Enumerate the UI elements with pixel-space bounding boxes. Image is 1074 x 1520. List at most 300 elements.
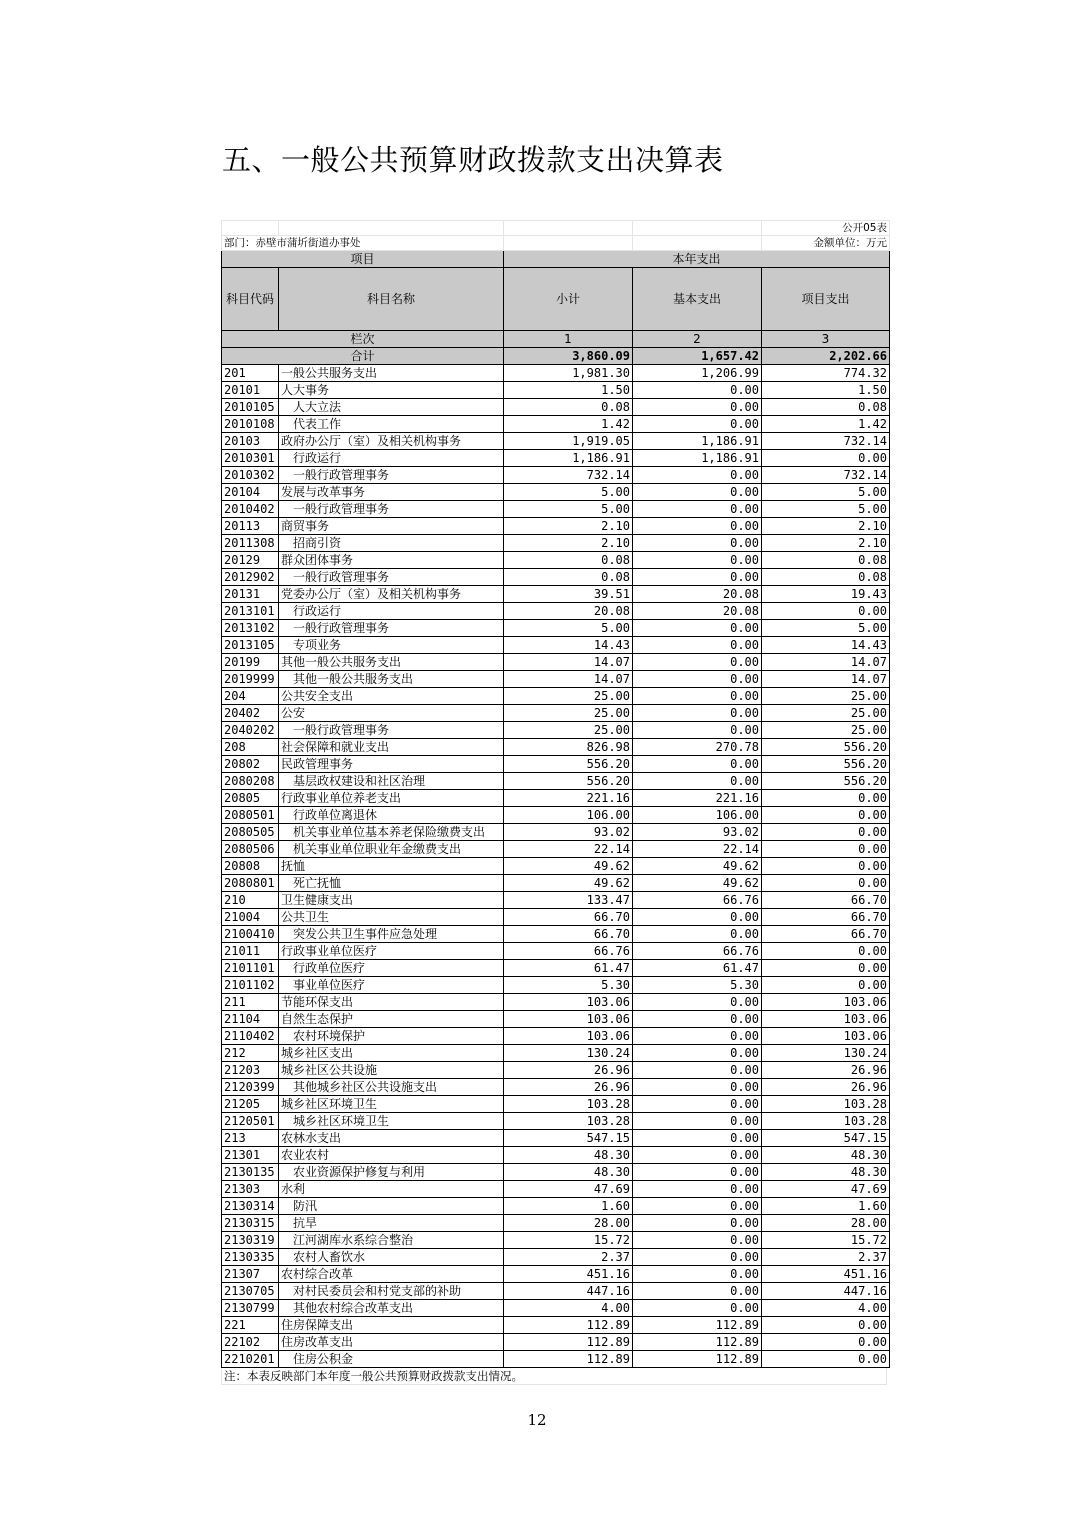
row-basic: 0.00 [633, 688, 762, 705]
row-project: 48.30 [762, 1147, 890, 1164]
page-title: 五、一般公共预算财政拨款支出决算表 [222, 143, 724, 177]
row-basic: 0.00 [633, 1249, 762, 1266]
row-basic: 1,186.91 [633, 450, 762, 467]
row-project: 66.70 [762, 926, 890, 943]
table-row [222, 1215, 890, 1232]
table-row [222, 705, 890, 722]
row-name: 代表工作 [279, 416, 504, 433]
row-code: 20129 [222, 552, 279, 569]
row-basic: 0.00 [633, 1181, 762, 1198]
table-row [222, 1113, 890, 1130]
row-basic: 0.00 [633, 1266, 762, 1283]
row-basic: 0.00 [633, 1215, 762, 1232]
row-name: 城乡社区支出 [279, 1045, 504, 1062]
row-name: 机关事业单位基本养老保险缴费支出 [279, 824, 504, 841]
table-row [222, 875, 890, 892]
row-subtotal: 0.08 [504, 552, 633, 569]
row-project: 25.00 [762, 688, 890, 705]
row-code: 2010301 [222, 450, 279, 467]
table-row [222, 382, 890, 399]
row-basic: 0.00 [633, 1232, 762, 1249]
row-basic: 0.00 [633, 1147, 762, 1164]
table-row [222, 977, 890, 994]
row-basic: 0.00 [633, 416, 762, 433]
header-subtotal: 小计 [504, 268, 633, 331]
row-project: 2.10 [762, 518, 890, 535]
row-subtotal: 732.14 [504, 467, 633, 484]
row-project: 1.42 [762, 416, 890, 433]
header-name: 科目名称 [279, 268, 504, 331]
row-code: 2101102 [222, 977, 279, 994]
row-subtotal: 26.96 [504, 1079, 633, 1096]
row-code: 2010302 [222, 467, 279, 484]
table-row [222, 960, 890, 977]
row-code: 213 [222, 1130, 279, 1147]
row-name: 抚恤 [279, 858, 504, 875]
row-basic: 0.00 [633, 484, 762, 501]
row-subtotal: 451.16 [504, 1266, 633, 1283]
row-code: 2100410 [222, 926, 279, 943]
row-project: 774.32 [762, 365, 890, 382]
row-subtotal: 1.50 [504, 382, 633, 399]
row-project: 0.00 [762, 603, 890, 620]
row-name: 发展与改革事务 [279, 484, 504, 501]
row-name: 行政运行 [279, 450, 504, 467]
row-name: 政府办公厅（室）及相关机构事务 [279, 433, 504, 450]
table-row [222, 365, 890, 382]
row-basic: 22.14 [633, 841, 762, 858]
row-project: 556.20 [762, 773, 890, 790]
row-subtotal: 1,981.30 [504, 365, 633, 382]
row-code: 2010108 [222, 416, 279, 433]
row-project: 556.20 [762, 739, 890, 756]
row-code: 2080801 [222, 875, 279, 892]
row-code: 20805 [222, 790, 279, 807]
row-subtotal: 556.20 [504, 756, 633, 773]
row-code: 2120399 [222, 1079, 279, 1096]
row-code: 22102 [222, 1334, 279, 1351]
row-subtotal: 25.00 [504, 722, 633, 739]
row-code: 2010105 [222, 399, 279, 416]
row-basic: 0.00 [633, 1028, 762, 1045]
row-project: 556.20 [762, 756, 890, 773]
column-index-3: 3 [762, 331, 890, 348]
row-basic: 66.76 [633, 892, 762, 909]
row-code: 2019999 [222, 671, 279, 688]
table-row [222, 1317, 890, 1334]
row-code: 201 [222, 365, 279, 382]
row-name: 专项业务 [279, 637, 504, 654]
row-project: 4.00 [762, 1300, 890, 1317]
row-project: 1.60 [762, 1198, 890, 1215]
table-note: 注：本表反映部门本年度一般公共预算财政拨款支出情况。 [221, 1368, 887, 1385]
row-project: 0.08 [762, 569, 890, 586]
row-subtotal: 25.00 [504, 705, 633, 722]
row-name: 死亡抚恤 [279, 875, 504, 892]
row-code: 2012902 [222, 569, 279, 586]
row-subtotal: 2.10 [504, 535, 633, 552]
row-name: 江河湖库水系综合整治 [279, 1232, 504, 1249]
table-row [222, 637, 890, 654]
row-code: 2110402 [222, 1028, 279, 1045]
row-project: 47.69 [762, 1181, 890, 1198]
row-name: 农村环境保护 [279, 1028, 504, 1045]
row-name: 民政管理事务 [279, 756, 504, 773]
row-code: 211 [222, 994, 279, 1011]
row-basic: 0.00 [633, 1283, 762, 1300]
row-name: 公安 [279, 705, 504, 722]
row-code: 2210201 [222, 1351, 279, 1368]
row-name: 其他城乡社区公共设施支出 [279, 1079, 504, 1096]
row-basic: 1,186.91 [633, 433, 762, 450]
row-project: 0.00 [762, 1317, 890, 1334]
row-project: 732.14 [762, 433, 890, 450]
row-subtotal: 48.30 [504, 1164, 633, 1181]
row-code: 2013105 [222, 637, 279, 654]
row-code: 21011 [222, 943, 279, 960]
row-basic: 0.00 [633, 569, 762, 586]
row-code: 20113 [222, 518, 279, 535]
row-code: 21203 [222, 1062, 279, 1079]
row-name: 行政事业单位养老支出 [279, 790, 504, 807]
row-name: 人大事务 [279, 382, 504, 399]
row-subtotal: 103.28 [504, 1096, 633, 1113]
row-project: 5.00 [762, 501, 890, 518]
row-code: 20103 [222, 433, 279, 450]
row-code: 21104 [222, 1011, 279, 1028]
row-code: 212 [222, 1045, 279, 1062]
row-subtotal: 49.62 [504, 858, 633, 875]
row-project: 103.28 [762, 1113, 890, 1130]
total-basic: 1,657.42 [633, 348, 762, 365]
table-row [222, 807, 890, 824]
row-subtotal: 49.62 [504, 875, 633, 892]
table-row [222, 1198, 890, 1215]
row-basic: 0.00 [633, 637, 762, 654]
row-subtotal: 39.51 [504, 586, 633, 603]
row-basic: 0.00 [633, 1062, 762, 1079]
row-basic: 20.08 [633, 603, 762, 620]
row-project: 1.50 [762, 382, 890, 399]
row-basic: 0.00 [633, 552, 762, 569]
row-code: 21301 [222, 1147, 279, 1164]
row-project: 103.28 [762, 1096, 890, 1113]
column-index-2: 2 [633, 331, 762, 348]
row-name: 一般行政管理事务 [279, 467, 504, 484]
row-subtotal: 5.00 [504, 484, 633, 501]
table-row [222, 535, 890, 552]
row-code: 2080208 [222, 773, 279, 790]
table-row [222, 739, 890, 756]
row-name: 自然生态保护 [279, 1011, 504, 1028]
row-subtotal: 5.30 [504, 977, 633, 994]
row-basic: 0.00 [633, 535, 762, 552]
row-name: 社会保障和就业支出 [279, 739, 504, 756]
row-name: 一般行政管理事务 [279, 501, 504, 518]
row-project: 547.15 [762, 1130, 890, 1147]
row-name: 一般行政管理事务 [279, 620, 504, 637]
row-basic: 0.00 [633, 1198, 762, 1215]
row-project: 15.72 [762, 1232, 890, 1249]
table-row [222, 773, 890, 790]
header-project-exp: 项目支出 [762, 268, 890, 331]
row-subtotal: 133.47 [504, 892, 633, 909]
table-row [222, 994, 890, 1011]
row-subtotal: 15.72 [504, 1232, 633, 1249]
table-row [222, 756, 890, 773]
row-subtotal: 66.76 [504, 943, 633, 960]
row-code: 2130314 [222, 1198, 279, 1215]
table-row [222, 1062, 890, 1079]
row-subtotal: 103.28 [504, 1113, 633, 1130]
row-subtotal: 0.08 [504, 399, 633, 416]
row-project: 66.70 [762, 909, 890, 926]
row-name: 基层政权建设和社区治理 [279, 773, 504, 790]
table-row [222, 1232, 890, 1249]
row-basic: 0.00 [633, 382, 762, 399]
row-basic: 0.00 [633, 518, 762, 535]
table-row [222, 416, 890, 433]
row-subtotal: 112.89 [504, 1334, 633, 1351]
row-project: 2.10 [762, 535, 890, 552]
row-name: 城乡社区公共设施 [279, 1062, 504, 1079]
department-label: 部门：赤壁市蒲圻街道办事处 [222, 236, 504, 251]
row-basic: 66.76 [633, 943, 762, 960]
table-row [222, 1045, 890, 1062]
table-row [222, 1283, 890, 1300]
table-row [222, 1300, 890, 1317]
row-project: 19.43 [762, 586, 890, 603]
row-subtotal: 1.42 [504, 416, 633, 433]
row-project: 0.00 [762, 943, 890, 960]
table-row [222, 586, 890, 603]
row-subtotal: 5.00 [504, 501, 633, 518]
table-row [222, 943, 890, 960]
row-code: 20402 [222, 705, 279, 722]
total-row [222, 348, 890, 365]
row-name: 商贸事务 [279, 518, 504, 535]
table-row [222, 467, 890, 484]
row-name: 农业农村 [279, 1147, 504, 1164]
row-project: 0.00 [762, 824, 890, 841]
table-row [222, 1079, 890, 1096]
row-name: 抗旱 [279, 1215, 504, 1232]
row-project: 130.24 [762, 1045, 890, 1062]
row-code: 2080501 [222, 807, 279, 824]
row-name: 卫生健康支出 [279, 892, 504, 909]
row-subtotal: 1,186.91 [504, 450, 633, 467]
row-subtotal: 447.16 [504, 1283, 633, 1300]
row-basic: 49.62 [633, 875, 762, 892]
row-code: 2130705 [222, 1283, 279, 1300]
table-row [222, 824, 890, 841]
row-name: 其他一般公共服务支出 [279, 654, 504, 671]
row-name: 水利 [279, 1181, 504, 1198]
table-row [222, 501, 890, 518]
row-code: 2130335 [222, 1249, 279, 1266]
row-name: 群众团体事务 [279, 552, 504, 569]
table-row [222, 518, 890, 535]
header-basic: 基本支出 [633, 268, 762, 331]
row-code: 2011308 [222, 535, 279, 552]
row-basic: 0.00 [633, 705, 762, 722]
row-project: 66.70 [762, 892, 890, 909]
row-project: 14.43 [762, 637, 890, 654]
row-project: 26.96 [762, 1079, 890, 1096]
row-name: 防汛 [279, 1198, 504, 1215]
table-row [222, 926, 890, 943]
row-name: 一般公共服务支出 [279, 365, 504, 382]
row-project: 14.07 [762, 671, 890, 688]
row-project: 447.16 [762, 1283, 890, 1300]
row-code: 20802 [222, 756, 279, 773]
table-row [222, 399, 890, 416]
header-code: 科目代码 [222, 268, 279, 331]
table-row [222, 1249, 890, 1266]
row-subtotal: 47.69 [504, 1181, 633, 1198]
row-project: 0.00 [762, 977, 890, 994]
row-basic: 0.00 [633, 654, 762, 671]
table-row [222, 1096, 890, 1113]
table-row [222, 790, 890, 807]
row-basic: 112.89 [633, 1351, 762, 1368]
table-row [222, 620, 890, 637]
row-subtotal: 93.02 [504, 824, 633, 841]
row-code: 20101 [222, 382, 279, 399]
row-code: 21205 [222, 1096, 279, 1113]
department-row [222, 236, 890, 251]
row-project: 732.14 [762, 467, 890, 484]
row-project: 0.08 [762, 399, 890, 416]
row-basic: 112.89 [633, 1317, 762, 1334]
row-basic: 0.00 [633, 909, 762, 926]
row-subtotal: 25.00 [504, 688, 633, 705]
row-code: 2013102 [222, 620, 279, 637]
row-code: 2120501 [222, 1113, 279, 1130]
row-basic: 1,206.99 [633, 365, 762, 382]
row-subtotal: 26.96 [504, 1062, 633, 1079]
row-code: 2130135 [222, 1164, 279, 1181]
row-project: 0.00 [762, 875, 890, 892]
row-name: 农村综合改革 [279, 1266, 504, 1283]
row-name: 其他一般公共服务支出 [279, 671, 504, 688]
row-basic: 0.00 [633, 1011, 762, 1028]
row-subtotal: 1.60 [504, 1198, 633, 1215]
row-subtotal: 2.10 [504, 518, 633, 535]
table-row [222, 909, 890, 926]
table-row [222, 671, 890, 688]
row-project: 26.96 [762, 1062, 890, 1079]
row-subtotal: 112.89 [504, 1317, 633, 1334]
row-name: 行政事业单位医疗 [279, 943, 504, 960]
row-project: 103.06 [762, 1028, 890, 1045]
row-code: 2040202 [222, 722, 279, 739]
row-basic: 0.00 [633, 501, 762, 518]
row-basic: 0.00 [633, 994, 762, 1011]
row-subtotal: 14.07 [504, 671, 633, 688]
table-row [222, 552, 890, 569]
table-row [222, 1164, 890, 1181]
table-row [222, 654, 890, 671]
row-name: 住房公积金 [279, 1351, 504, 1368]
row-code: 2013101 [222, 603, 279, 620]
row-basic: 20.08 [633, 586, 762, 603]
table-row [222, 1181, 890, 1198]
row-project: 0.00 [762, 858, 890, 875]
row-subtotal: 1,919.05 [504, 433, 633, 450]
row-project: 451.16 [762, 1266, 890, 1283]
row-project: 0.08 [762, 552, 890, 569]
row-basic: 0.00 [633, 1300, 762, 1317]
row-name: 农业资源保护修复与利用 [279, 1164, 504, 1181]
row-project: 0.00 [762, 1351, 890, 1368]
row-code: 20104 [222, 484, 279, 501]
row-basic: 0.00 [633, 467, 762, 484]
row-code: 21004 [222, 909, 279, 926]
header-row-1 [222, 251, 890, 268]
row-name: 其他农村综合改革支出 [279, 1300, 504, 1317]
row-name: 一般行政管理事务 [279, 569, 504, 586]
row-name: 住房改革支出 [279, 1334, 504, 1351]
row-basic: 5.30 [633, 977, 762, 994]
row-subtotal: 66.70 [504, 926, 633, 943]
row-basic: 61.47 [633, 960, 762, 977]
table-row [222, 484, 890, 501]
row-code: 221 [222, 1317, 279, 1334]
row-project: 0.00 [762, 960, 890, 977]
row-code: 2080505 [222, 824, 279, 841]
row-name: 行政运行 [279, 603, 504, 620]
form-number: 公开05表 [762, 221, 890, 236]
row-code: 20131 [222, 586, 279, 603]
page-number: 12 [527, 1411, 547, 1429]
row-name: 对村民委员会和村党支部的补助 [279, 1283, 504, 1300]
table-row [222, 569, 890, 586]
row-name: 农林水支出 [279, 1130, 504, 1147]
row-basic: 0.00 [633, 722, 762, 739]
column-index-label: 栏次 [222, 331, 504, 348]
row-subtotal: 14.07 [504, 654, 633, 671]
row-subtotal: 130.24 [504, 1045, 633, 1062]
row-code: 2010402 [222, 501, 279, 518]
row-basic: 221.16 [633, 790, 762, 807]
total-subtotal: 3,860.09 [504, 348, 633, 365]
row-name: 事业单位医疗 [279, 977, 504, 994]
total-label: 合计 [222, 348, 504, 365]
table-row [222, 1351, 890, 1368]
row-code: 2130315 [222, 1215, 279, 1232]
row-project: 2.37 [762, 1249, 890, 1266]
row-subtotal: 20.08 [504, 603, 633, 620]
row-basic: 0.00 [633, 1164, 762, 1181]
row-basic: 112.89 [633, 1334, 762, 1351]
header-current-year: 本年支出 [504, 251, 890, 268]
row-basic: 0.00 [633, 399, 762, 416]
row-subtotal: 22.14 [504, 841, 633, 858]
row-code: 208 [222, 739, 279, 756]
row-basic: 0.00 [633, 1045, 762, 1062]
row-name: 一般行政管理事务 [279, 722, 504, 739]
row-project: 103.06 [762, 1011, 890, 1028]
table-row [222, 688, 890, 705]
row-project: 14.07 [762, 654, 890, 671]
total-project: 2,202.66 [762, 348, 890, 365]
table-row [222, 1011, 890, 1028]
row-basic: 0.00 [633, 773, 762, 790]
table-row [222, 450, 890, 467]
table-row [222, 892, 890, 909]
row-name: 行政单位离退休 [279, 807, 504, 824]
